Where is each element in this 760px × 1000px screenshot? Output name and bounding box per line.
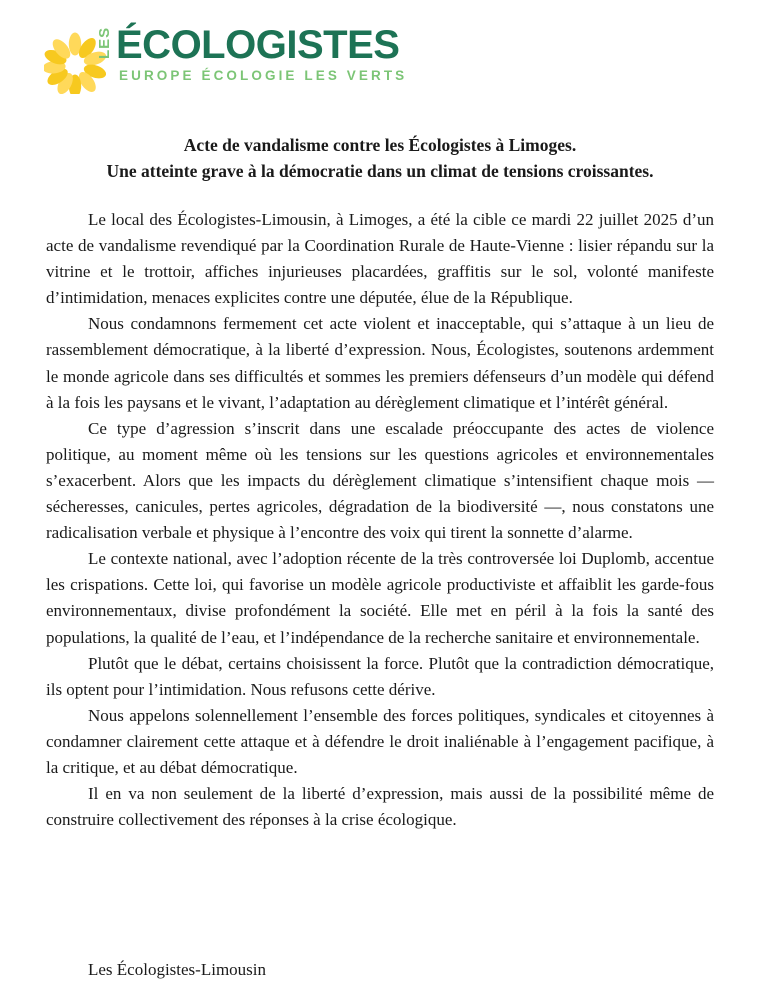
body-paragraph: Il en va non seulement de la liberté d’expression, mais aussi de la possibilité même de construire collectivement des réponses à la crise écologique.	[46, 784, 714, 830]
body-paragraph: Nous appelons solennellement l’ensemble des forces politiques, syndicales et citoyennes à condamner clairement cette attaque et à défendre le droit inaliénable à l’engagement pacifique, à la critique, et au débat démocratique.	[46, 705, 714, 777]
signature: Les Écologistes-Limousin	[88, 960, 267, 979]
body-paragraph: Ce type d’agression s’inscrit dans une escalade préoccupante des actes de violence politique, au moment même où les tensions sur les questions agricoles et environnementales s’exacerbent. Alors que les impacts du dérèglement climatique s’intensifient chaque mois — sécheresses, canicules, pertes agricoles, dégradation de la biodiversité —, nous constatons une radicalisation verbale et physique à l’encontre des voix qui tirent la sonnette d’alarme.	[46, 418, 714, 543]
page-title-line-1: Acte de vandalisme contre les Écologistes à Limoges.	[183, 135, 577, 155]
page-title	[46, 132, 714, 184]
document-body	[46, 207, 714, 833]
page-title-line-2: Une atteinte grave à la démocratie dans un climat de tensions croissantes.	[106, 161, 654, 181]
logo-main-text: ÉCOLOGISTES	[116, 23, 400, 67]
logo-les-text: LES	[96, 26, 113, 59]
body-paragraph: Plutôt que le débat, certains choisissent la force. Plutôt que la contradiction démocratique, ils optent pour l’intimidation. Nous refusons cette dérive.	[46, 653, 714, 699]
body-paragraph: Nous condamnons fermement cet acte violent et inacceptable, qui s’attaque à un lieu de rassemblement démocratique, à la liberté d’expression. Nous, Écologistes, soutenons ardemment le monde agricole dans ses difficultés et sommes les premiers défenseurs d’un modèle qui défend à la fois les paysans et le vivant, l’adaptation au dérèglement climatique et l’intérêt général.	[46, 314, 714, 412]
logo-wordmark	[94, 22, 444, 100]
logo-tagline: EUROPE ÉCOLOGIE LES VERTS	[119, 68, 408, 83]
body-paragraph: Le local des Écologistes-Limousin, à Limoges, a été la cible ce mardi 22 juillet 2025 d’un acte de vandalisme revendiqué par la Coordination Rurale de Haute-Vienne : lisier répandu sur la vitrine et le trottoir, affiches injurieuses placardées, graffitis sur le sol, volonté manifeste d’intimidation, menaces explicites contre une députée, élue de la République.	[46, 210, 714, 308]
body-paragraph: Le contexte national, avec l’adoption récente de la très controversée loi Duplomb, accentue les crispations. Cette loi, qui favorise un modèle agricole productiviste et affaiblit les garde-fous environnementaux, divise profondément la société. Elle met en péril à la fois la santé des populations, la qualité de l’eau, et l’indépendance de la recherche sanitaire et environnementale.	[46, 549, 714, 647]
ecologistes-logo	[44, 22, 444, 100]
